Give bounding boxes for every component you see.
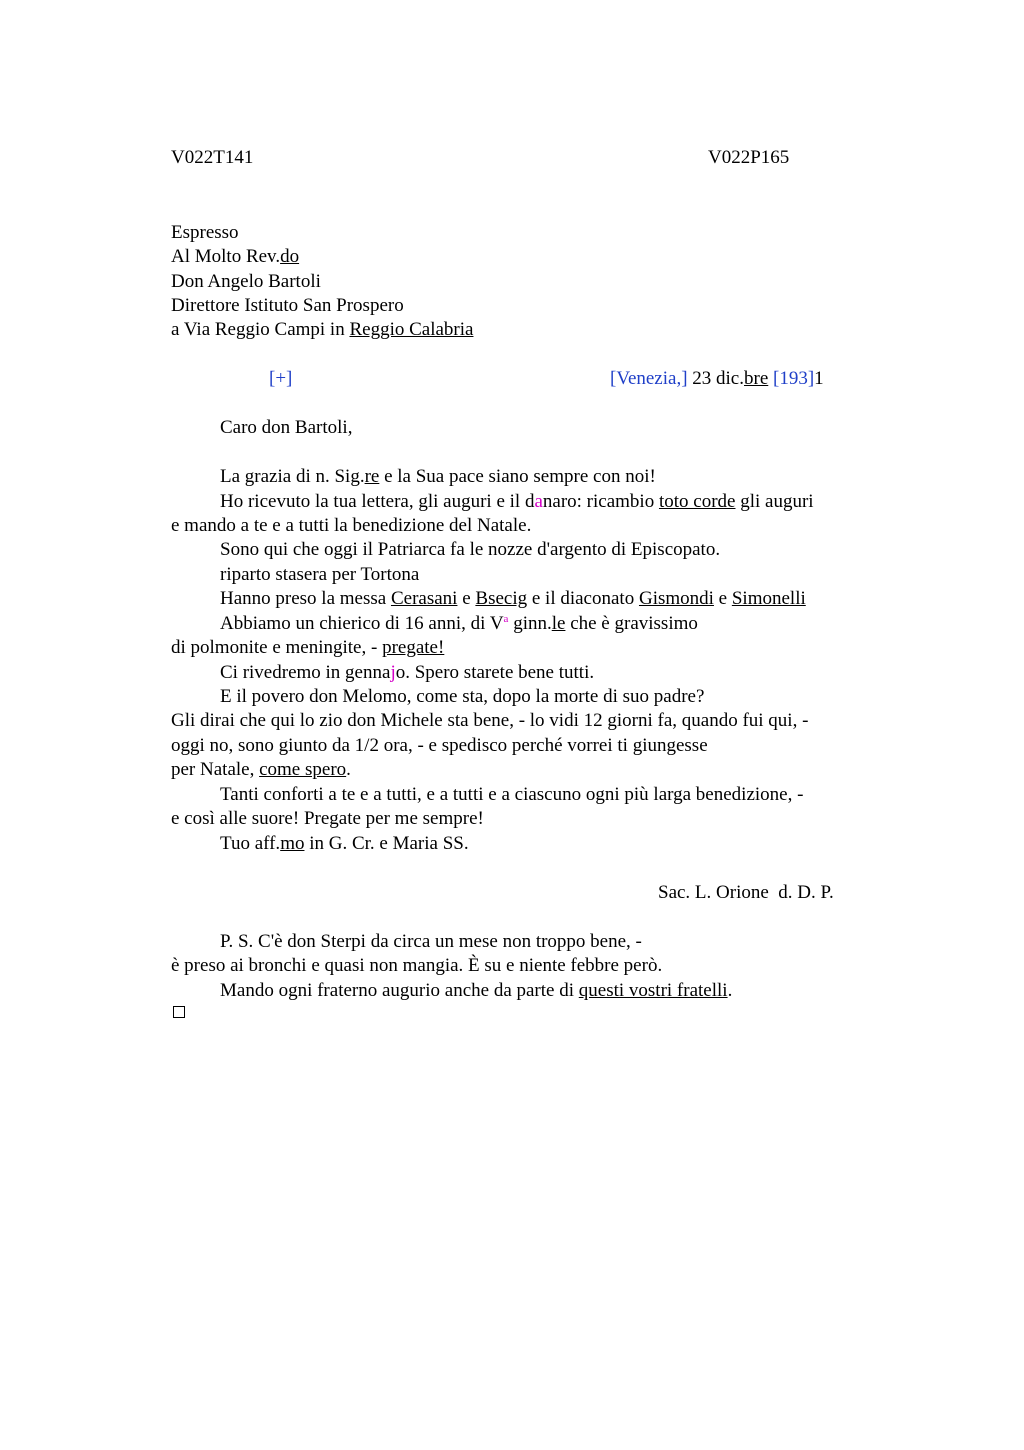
- dateline-date: 23 dic.: [687, 368, 744, 389]
- dateline-year-end: 1: [814, 368, 824, 389]
- address-line-street: [171, 318, 473, 342]
- postscript-line: è preso ai bronchi e quasi non mangia. È su e niente febbre però.: [171, 955, 663, 976]
- underlined-run: re: [364, 466, 380, 487]
- address-line-role: Direttore Istituto San Prospero: [171, 295, 404, 316]
- text-run: gli auguri: [735, 491, 814, 512]
- dateline: [610, 367, 824, 391]
- postscript-line: [220, 979, 732, 1003]
- body-line: Sono qui che oggi il Patriarca fa le nozze d'argento di Episcopato.: [220, 539, 721, 560]
- underlined-run: Cerasani: [390, 588, 458, 609]
- corrected-letter: a: [534, 491, 543, 512]
- underlined-run: mo: [280, 833, 305, 854]
- underlined-run: Bsecig: [475, 588, 528, 609]
- text-run: naro: ricambio: [542, 491, 659, 512]
- dateline-month-abbrev: bre: [744, 368, 769, 389]
- text-run: e: [713, 588, 732, 609]
- body-line: Tanti conforti a te e a tutti, e a tutti e a ciascuno ogni più larga benedizione, -: [220, 784, 804, 805]
- text-run: e il diaconato: [527, 588, 639, 609]
- text-run: ginn.: [508, 613, 552, 634]
- body-line: [171, 636, 444, 660]
- underlined-run: Gismondi: [638, 588, 714, 609]
- address-line-recipient: Don Angelo Bartoli: [171, 271, 321, 292]
- document-code-right: V022P165: [708, 147, 790, 168]
- document-code-left: V022T141: [171, 147, 254, 168]
- address-line-title: [171, 245, 299, 269]
- body-line: [171, 758, 351, 782]
- underlined-run: Simonelli: [731, 588, 806, 609]
- text-run: Abbiamo un chierico di 16 anni, di V: [220, 613, 504, 634]
- underlined-run: questi vostri fratelli: [578, 980, 728, 1001]
- postscript-line: P. S. C'è don Sterpi da circa un mese non troppo bene, -: [220, 931, 642, 952]
- text-run: Tuo aff.: [220, 833, 281, 854]
- text-run: Hanno preso la messa: [220, 588, 391, 609]
- dateline-year-bracket: [193]: [773, 368, 815, 389]
- body-line: oggi no, sono giunto da 1/2 ora, - e spedisco perché vorrei ti giungesse: [171, 735, 708, 756]
- text-run: La grazia di n. Sig.: [220, 466, 365, 487]
- body-line: [220, 465, 656, 489]
- text-run: che è gravissimo: [565, 613, 698, 634]
- address-line-delivery: Espresso: [171, 222, 239, 243]
- dateline-place: [Venezia,]: [610, 368, 688, 389]
- end-marker-square: [173, 1006, 185, 1018]
- address-city: Reggio Calabria: [349, 319, 474, 340]
- text-run: Mando ogni fraterno augurio anche da parte di: [220, 980, 579, 1001]
- text-run: .: [727, 980, 733, 1001]
- text-run: o. Spero starete bene tutti.: [395, 662, 595, 683]
- text-run: e: [457, 588, 476, 609]
- text-run: Ho ricevuto la tua lettera, gli auguri e il d: [220, 491, 535, 512]
- superscript-letter: a: [503, 613, 509, 625]
- body-line: [220, 832, 469, 856]
- body-line: e mando a te e a tutti la benedizione del Natale.: [171, 515, 532, 536]
- underlined-run: toto corde: [658, 491, 736, 512]
- body-line: Gli dirai che qui lo zio don Michele sta bene, - lo vidi 12 giorni fa, quando fui qui, -: [171, 710, 809, 731]
- corrected-letter: j: [390, 662, 396, 683]
- text-run: Ci rivedremo in genna: [220, 662, 391, 683]
- text-run: per Natale,: [171, 759, 260, 780]
- body-line: e così alle suore! Pregate per me sempre!: [171, 808, 484, 829]
- underlined-run: come spero: [259, 759, 347, 780]
- text-run: .: [346, 759, 351, 780]
- address-title-text: Al Molto Rev.: [171, 246, 281, 267]
- body-line: [220, 612, 698, 636]
- body-line: [220, 661, 594, 685]
- body-line: E il povero don Melomo, come sta, dopo la morte di suo padre?: [220, 686, 705, 707]
- signature: Sac. L. Orione d. D. P.: [658, 882, 834, 903]
- text-run: e la Sua pace siano sempre con noi!: [379, 466, 656, 487]
- cross-mark: [+]: [269, 368, 293, 389]
- text-run: in G. Cr. e Maria SS.: [304, 833, 469, 854]
- greeting: Caro don Bartoli,: [220, 417, 353, 438]
- address-title-abbrev: do: [280, 246, 300, 267]
- body-line: [220, 587, 806, 611]
- address-street-text: a Via Reggio Campi in: [171, 319, 350, 340]
- body-line: [220, 490, 814, 514]
- body-line: riparto stasera per Tortona: [220, 564, 420, 585]
- text-run: di polmonite e meningite, -: [171, 637, 383, 658]
- underlined-run: pregate!: [382, 637, 445, 658]
- underlined-run: le: [551, 613, 566, 634]
